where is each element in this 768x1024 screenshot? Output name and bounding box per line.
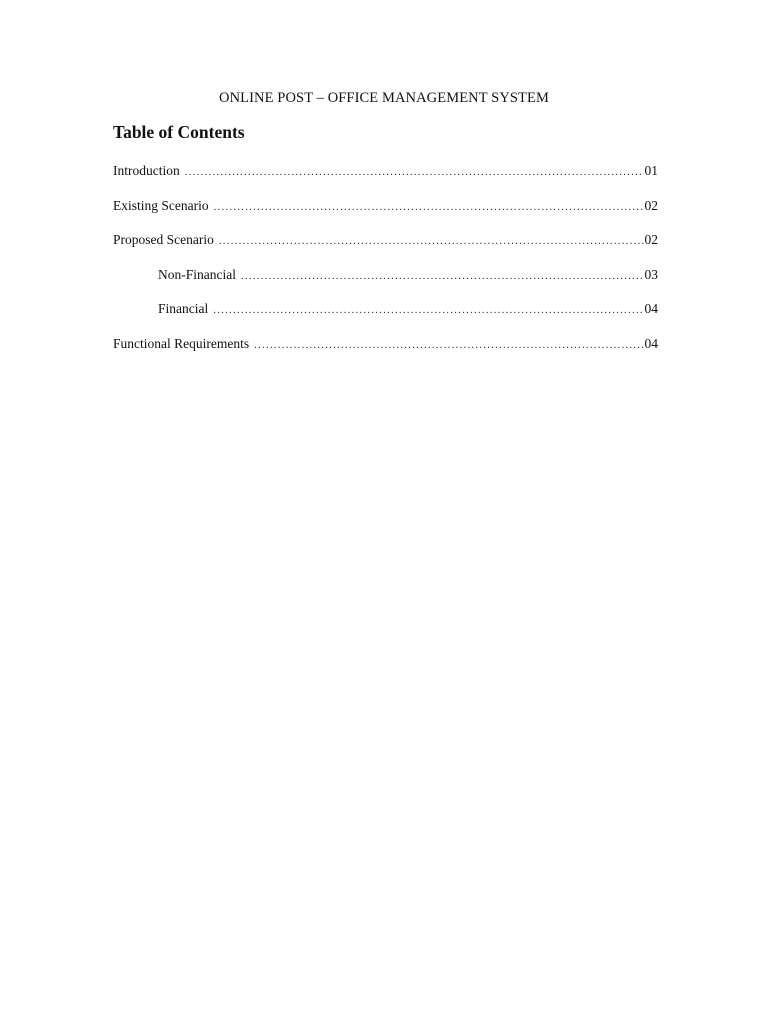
toc-dot-leader xyxy=(241,270,644,282)
toc-dot-leader xyxy=(185,166,644,178)
toc-entry-financial[interactable] xyxy=(113,301,658,336)
toc-dot-leader xyxy=(214,201,644,213)
toc-entry-label: Financial xyxy=(158,301,209,317)
table-of-contents xyxy=(113,163,658,371)
toc-entry-label: Functional Requirements xyxy=(113,335,250,351)
toc-entry-label: Introduction xyxy=(113,163,180,178)
toc-entry-page: 04 xyxy=(644,301,658,317)
toc-entry-page: 03 xyxy=(644,266,658,282)
toc-entry-existing-scenario[interactable] xyxy=(113,198,658,233)
toc-dot-leader xyxy=(254,339,643,351)
toc-entry-page: 01 xyxy=(644,163,658,178)
document-title: ONLINE POST – OFFICE MANAGEMENT SYSTEM xyxy=(219,90,549,106)
toc-entry-page: 04 xyxy=(644,335,658,351)
toc-dot-leader xyxy=(213,304,643,316)
toc-entry-page: 02 xyxy=(644,197,658,213)
toc-entry-introduction[interactable] xyxy=(113,163,658,198)
toc-heading: Table of Contents xyxy=(113,122,245,142)
toc-entry-label: Non-Financial xyxy=(158,266,236,282)
toc-entry-label: Proposed Scenario xyxy=(113,232,214,248)
toc-entry-page: 02 xyxy=(644,232,658,248)
toc-entry-proposed-scenario[interactable] xyxy=(113,232,658,267)
toc-dot-leader xyxy=(219,235,644,247)
toc-entry-functional-requirements[interactable] xyxy=(113,336,658,371)
toc-entry-non-financial[interactable] xyxy=(113,267,658,302)
toc-entry-label: Existing Scenario xyxy=(113,197,209,213)
